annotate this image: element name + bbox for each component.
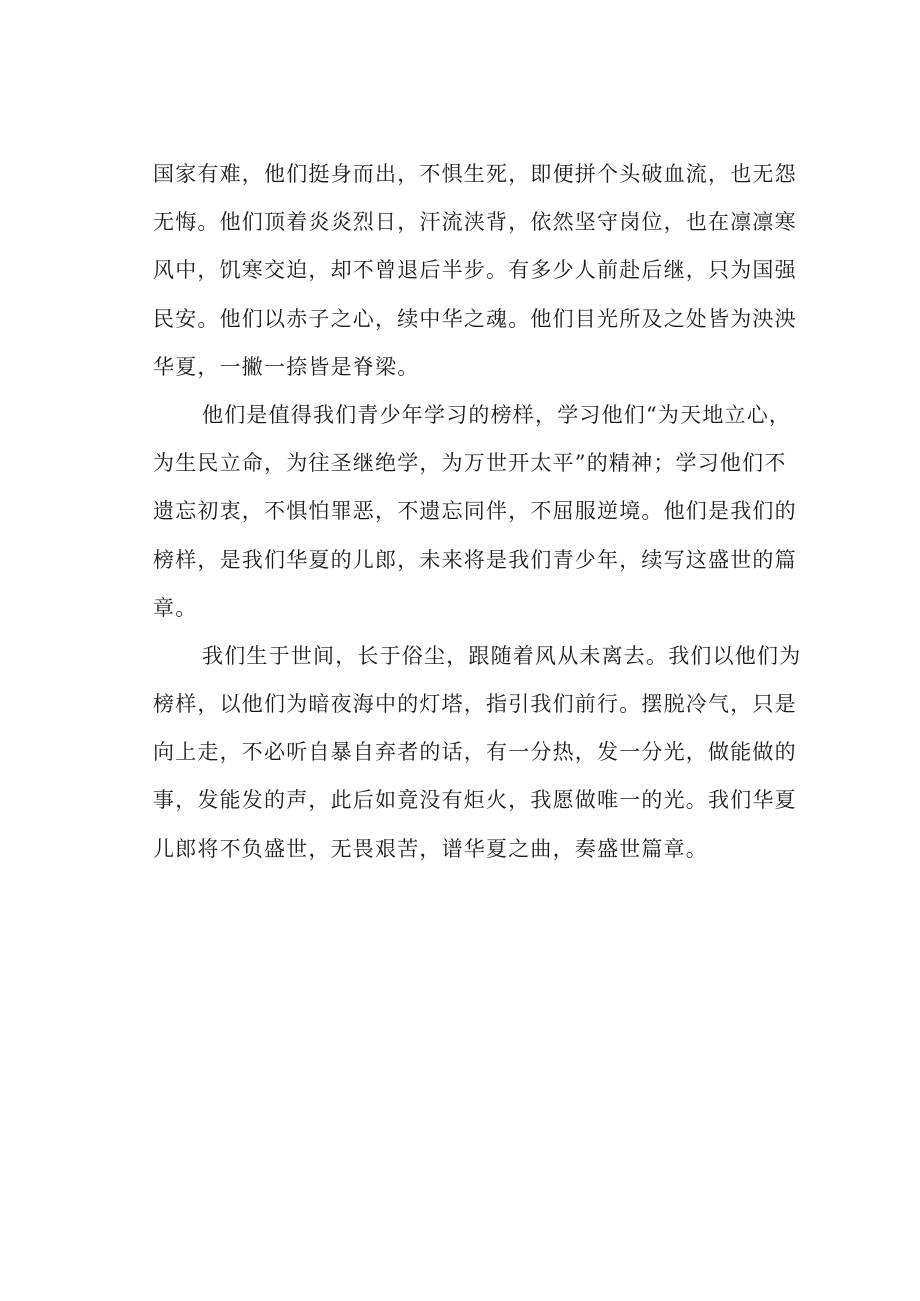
text-line: 儿郎将不负盛世，无畏艰苦，谱华夏之曲，奏盛世篇章。 <box>153 836 708 861</box>
text-line: 向上走，不必听自暴自弃者的话，有一分热，发一分光，做能做的 <box>153 740 797 765</box>
text-line: 国家有难，他们挺身而出，不惧生死，即便拼个头破血流，也无怨 <box>153 162 797 186</box>
text-line: 华夏，一撇一捺皆是脊梁。 <box>153 354 420 379</box>
text-line: 遗忘初衷，不惧怕罪恶，不遗忘同伴，不屈服逆境。他们是我们的 <box>153 499 797 524</box>
text-line: 为生民立命，为往圣继绝学，为万世开太平”的精神；学习他们不 <box>153 451 787 476</box>
paragraph-2 <box>153 391 797 632</box>
text-line: 民安。他们以赤子之心，续中华之魂。他们目光所及之处皆为泱泱 <box>153 306 797 331</box>
text-line: 榜样，是我们华夏的儿郎，未来将是我们青少年，续写这盛世的篇 <box>153 547 797 572</box>
text-line: 无悔。他们顶着炎炎烈日，汗流浃背，依然坚守岗位，也在凛凛寒 <box>153 210 797 235</box>
paragraph-1 <box>153 150 797 391</box>
text-line: 章。 <box>153 595 198 620</box>
text-line: 他们是值得我们青少年学习的榜样，学习他们“为天地立心， <box>202 402 792 427</box>
text-line: 榜样，以他们为暗夜海中的灯塔，指引我们前行。摆脱冷气，只是 <box>153 692 797 717</box>
text-line: 我们生于世间，长于俗尘，跟随着风从未离去。我们以他们为 <box>202 643 802 668</box>
text-line: 事，发能发的声，此后如竟没有炬火，我愿做唯一的光。我们华夏 <box>153 788 797 813</box>
paragraph-3 <box>153 632 802 873</box>
text-line: 风中，饥寒交迫，却不曾退后半步。有多少人前赴后继，只为国强 <box>153 258 797 283</box>
document-body <box>153 150 802 873</box>
